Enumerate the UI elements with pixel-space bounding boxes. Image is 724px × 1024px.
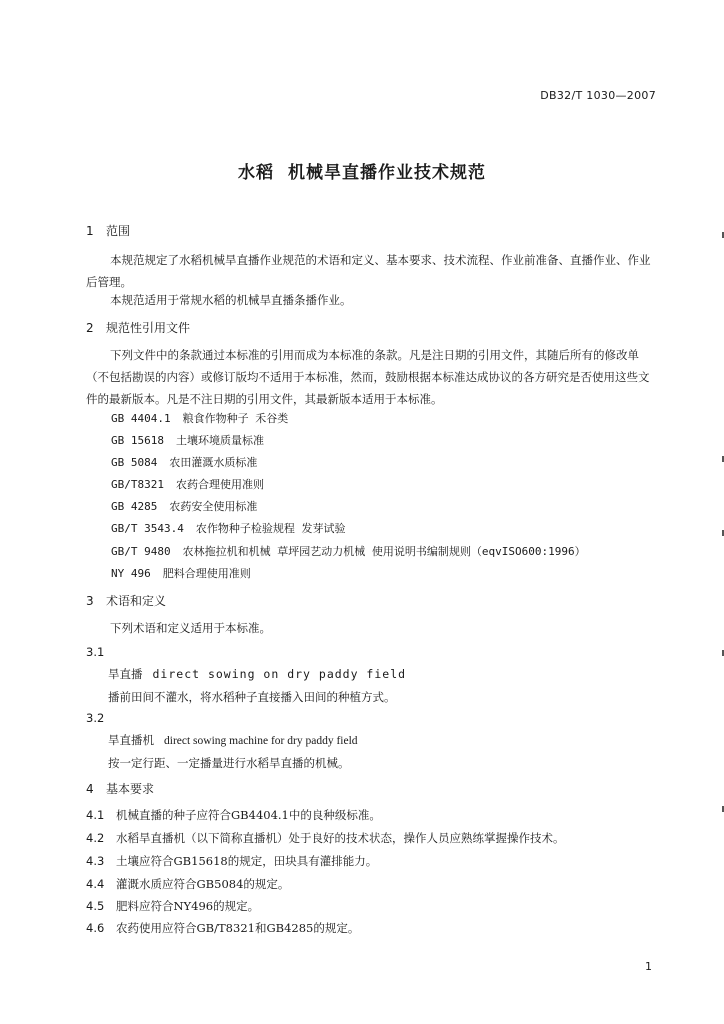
page-number: 1 bbox=[645, 960, 652, 973]
reference-item: GB 5084 农田灌溉水质标准 bbox=[111, 456, 258, 469]
reference-item: GB 15618 土壤环境质量标准 bbox=[111, 434, 264, 447]
reference-item: GB/T 9480 农林拖拉机和机械 草坪园艺动力机械 使用说明书编制规则（eqvISO600:1996） bbox=[111, 545, 586, 558]
term-3-2: 旱直播机 direct sowing machine for dry paddy field bbox=[108, 733, 358, 747]
document-title bbox=[0, 158, 724, 183]
section-4-heading: 4 基本要求 bbox=[86, 782, 155, 796]
requirement-item: 4.3 土壤应符合GB15618的规定，田块具有灌排能力。 bbox=[86, 854, 378, 868]
requirement-item: 4.2 水稻旱直播机（以下简称直播机）处于良好的技术状态，操作人员应熟练掌握操作技术。 bbox=[86, 831, 565, 845]
title-part2: 机械旱直播作业技术规范 bbox=[288, 163, 486, 183]
section-1-paragraph-2: 本规范适用于常规水稻的机械旱直播条播作业。 bbox=[110, 293, 352, 307]
reference-item: GB/T8321 农药合理使用准则 bbox=[111, 478, 264, 491]
term-3-1-definition: 播前田间不灌水，将水稻种子直接播入田间的种植方式。 bbox=[108, 690, 396, 704]
term-3-1-number: 3.1 bbox=[86, 645, 105, 659]
section-2-paragraph: 下列文件中的条款通过本标准的引用而成为本标准的条款。凡是注日期的引用文件，其随后所有的修改单（不包括勘误的内容）或修订版均不适用于本标准，然而，鼓励根据本标准达成协议的各方研究是否使用这些文件的最新版本。凡是不注日期的引用文件，其最新版本适用于本标准。 bbox=[86, 348, 650, 406]
title-part1: 水稻 bbox=[238, 163, 274, 183]
reference-item: NY 496 肥料合理使用准则 bbox=[111, 567, 251, 580]
section-1-heading: 1 范围 bbox=[86, 224, 131, 238]
requirement-item: 4.6 农药使用应符合GB/T8321和GB4285的规定。 bbox=[86, 921, 360, 935]
reference-item: GB/T 3543.4 农作物种子检验规程 发芽试验 bbox=[111, 522, 346, 535]
term-3-1: 旱直播 direct sowing on dry paddy field bbox=[108, 667, 407, 681]
term-3-2-number: 3.2 bbox=[86, 711, 105, 725]
section-2-heading: 2 规范性引用文件 bbox=[86, 321, 191, 335]
section-3-paragraph: 下列术语和定义适用于本标准。 bbox=[110, 621, 271, 635]
term-3-2-definition: 按一定行距、一定播量进行水稻旱直播的机械。 bbox=[108, 756, 350, 770]
requirement-item: 4.1 机械直播的种子应符合GB4404.1中的良种级标准。 bbox=[86, 808, 381, 822]
requirement-item: 4.5 肥料应符合NY496的规定。 bbox=[86, 899, 260, 913]
reference-item: GB 4404.1 粮食作物种子 禾谷类 bbox=[111, 412, 289, 425]
section-3-heading: 3 术语和定义 bbox=[86, 594, 167, 608]
section-1-paragraph-1: 本规范规定了水稻机械旱直播作业规范的术语和定义、基本要求、技术流程、作业前准备、直播作业、作业后管理。 bbox=[86, 253, 651, 289]
requirement-item: 4.4 灌溉水质应符合GB5084的规定。 bbox=[86, 877, 290, 891]
standard-number: DB32/T 1030—2007 bbox=[540, 89, 656, 102]
reference-item: GB 4285 农药安全使用标准 bbox=[111, 500, 258, 513]
